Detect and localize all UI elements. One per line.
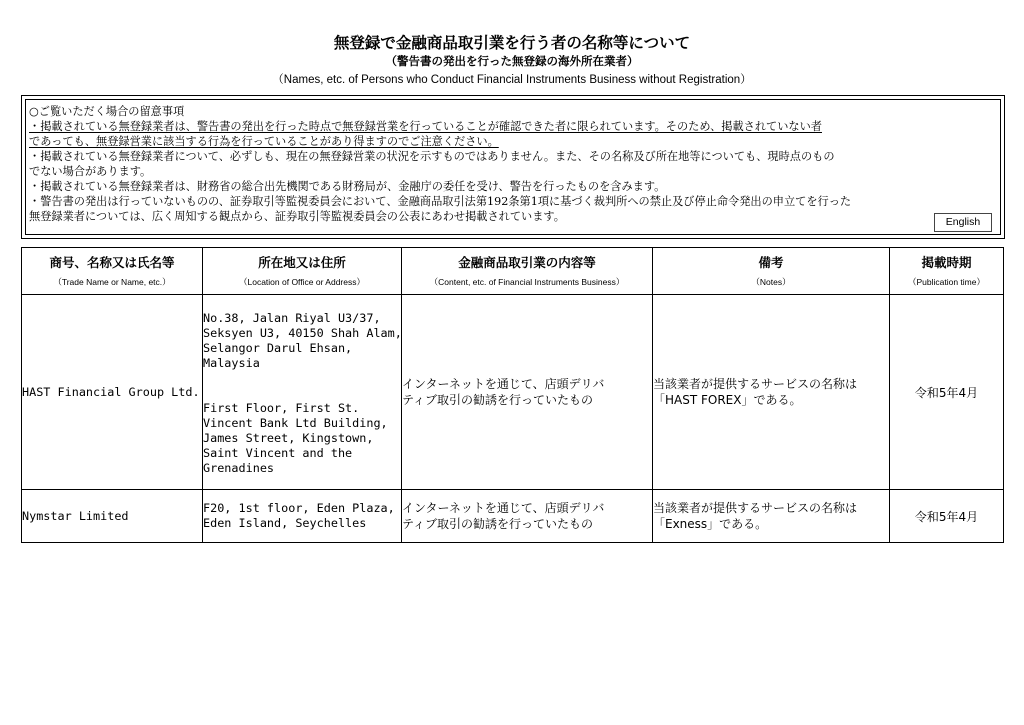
notice-box-inner bbox=[25, 99, 1001, 235]
header-label-english: （Notes） bbox=[751, 276, 791, 287]
header-publication-time bbox=[890, 248, 1004, 295]
notice-heading: ○ご覧いただく場合の留意事項 bbox=[29, 105, 185, 118]
header-label-english: （Trade Name or Name, etc.） bbox=[53, 276, 171, 287]
address-line: Grenadines bbox=[203, 461, 275, 475]
cell-publication-time: 令和5年4月 bbox=[890, 490, 1004, 543]
page-subtitle-english: （Names, etc. of Persons who Conduct Financial Instruments Business without Registration） bbox=[272, 74, 752, 86]
address-line: Malaysia bbox=[203, 356, 260, 370]
address-line: Selangor Darul Ehsan, bbox=[203, 341, 353, 355]
cell-notes bbox=[653, 490, 890, 543]
cell-trade-name: Nymstar Limited bbox=[22, 490, 203, 543]
notice-line: ・警告書の発出は行っていないものの、証券取引等監視委員会において、金融商品取引法第192条第1項に基づく裁判所への禁止及び停止命令発出の申立てを行った bbox=[29, 195, 852, 208]
cell-trade-name: HAST Financial Group Ltd. bbox=[22, 295, 203, 490]
cell-business-content bbox=[402, 490, 653, 543]
content-line: インターネットを通じて、店頭デリバ bbox=[402, 501, 605, 515]
cell-address bbox=[203, 490, 402, 543]
cell-notes bbox=[653, 295, 890, 490]
english-button[interactable]: English bbox=[934, 213, 992, 232]
header-label-english: （Publication time） bbox=[907, 276, 985, 287]
page-subtitle: （警告書の発出を行った無登録の海外所在業者） bbox=[385, 54, 639, 68]
cell-publication-time: 令和5年4月 bbox=[890, 295, 1004, 490]
table-header-row bbox=[22, 248, 1004, 295]
notice-line: でない場合があります。 bbox=[29, 165, 152, 178]
content-line: インターネットを通じて、店頭デリバ bbox=[402, 377, 605, 391]
address-line: Saint Vincent and the bbox=[203, 446, 353, 460]
address-line-spacer bbox=[203, 371, 401, 401]
notes-line: 「HAST FOREX」である。 bbox=[653, 393, 802, 407]
header-label: 備考 bbox=[758, 254, 784, 270]
header-content bbox=[402, 248, 653, 295]
notice-line: ・掲載されている無登録業者は、財務省の総合出先機関である財務局が、金融庁の委任を受け、警告を行ったものを含みます。 bbox=[29, 180, 666, 193]
notice-line: ・掲載されている無登録業者は、警告書の発出を行った時点で無登録営業を行っていることが確認できた者に限られています。そのため、掲載されていない者 bbox=[29, 120, 822, 133]
cell-address bbox=[203, 295, 402, 490]
notice-box bbox=[21, 95, 1005, 239]
notice-line: ・掲載されている無登録業者について、必ずしも、現在の無登録営業の状況を示すものではありません。また、その名称及び所在地等についても、現時点のもの bbox=[29, 150, 835, 163]
address-line: James Street, Kingstown, bbox=[203, 431, 374, 445]
address-line: No.38, Jalan Riyal U3/37, bbox=[203, 311, 381, 325]
notes-line: 「Exness」である。 bbox=[653, 517, 768, 531]
table-row bbox=[22, 490, 1004, 543]
header-notes bbox=[653, 248, 890, 295]
notes-line: 当該業者が提供するサービスの名称は bbox=[653, 377, 858, 391]
cell-business-content bbox=[402, 295, 653, 490]
notice-line: であっても、無登録営業に該当する行為を行っていることがあり得ますのでご注意ください。 bbox=[29, 135, 499, 148]
notice-line: 無登録業者については、広く周知する観点から、証券取引等監視委員会の公表にあわせ掲載されています。 bbox=[29, 210, 565, 223]
header-trade-name bbox=[22, 248, 203, 295]
notes-line: 当該業者が提供するサービスの名称は bbox=[653, 501, 858, 515]
header-location bbox=[203, 248, 402, 295]
address-line: F20, 1st floor, Eden Plaza, bbox=[203, 501, 395, 515]
content-line: ティブ取引の勧誘を行っていたもの bbox=[402, 393, 594, 407]
header-label-english: （Content, etc. of Financial Instruments Business） bbox=[429, 276, 625, 287]
unregistered-business-table bbox=[21, 247, 1004, 543]
header-label-english: （Location of Office or Address） bbox=[239, 276, 365, 287]
header-label: 掲載時期 bbox=[921, 254, 972, 270]
page-title: 無登録で金融商品取引業を行う者の名称等について bbox=[333, 34, 691, 52]
table-row bbox=[22, 295, 1004, 490]
header-label: 金融商品取引業の内容等 bbox=[458, 254, 596, 270]
address-line: First Floor, First St. bbox=[203, 401, 360, 415]
address-line: Eden Island, Seychelles bbox=[203, 516, 367, 530]
content-line: ティブ取引の勧誘を行っていたもの bbox=[402, 517, 594, 531]
header-label: 所在地又は住所 bbox=[258, 254, 346, 270]
address-line: Seksyen U3, 40150 Shah Alam, bbox=[203, 326, 402, 340]
address-line: Vincent Bank Ltd Building, bbox=[203, 416, 388, 430]
header-label: 商号、名称又は氏名等 bbox=[49, 254, 175, 270]
